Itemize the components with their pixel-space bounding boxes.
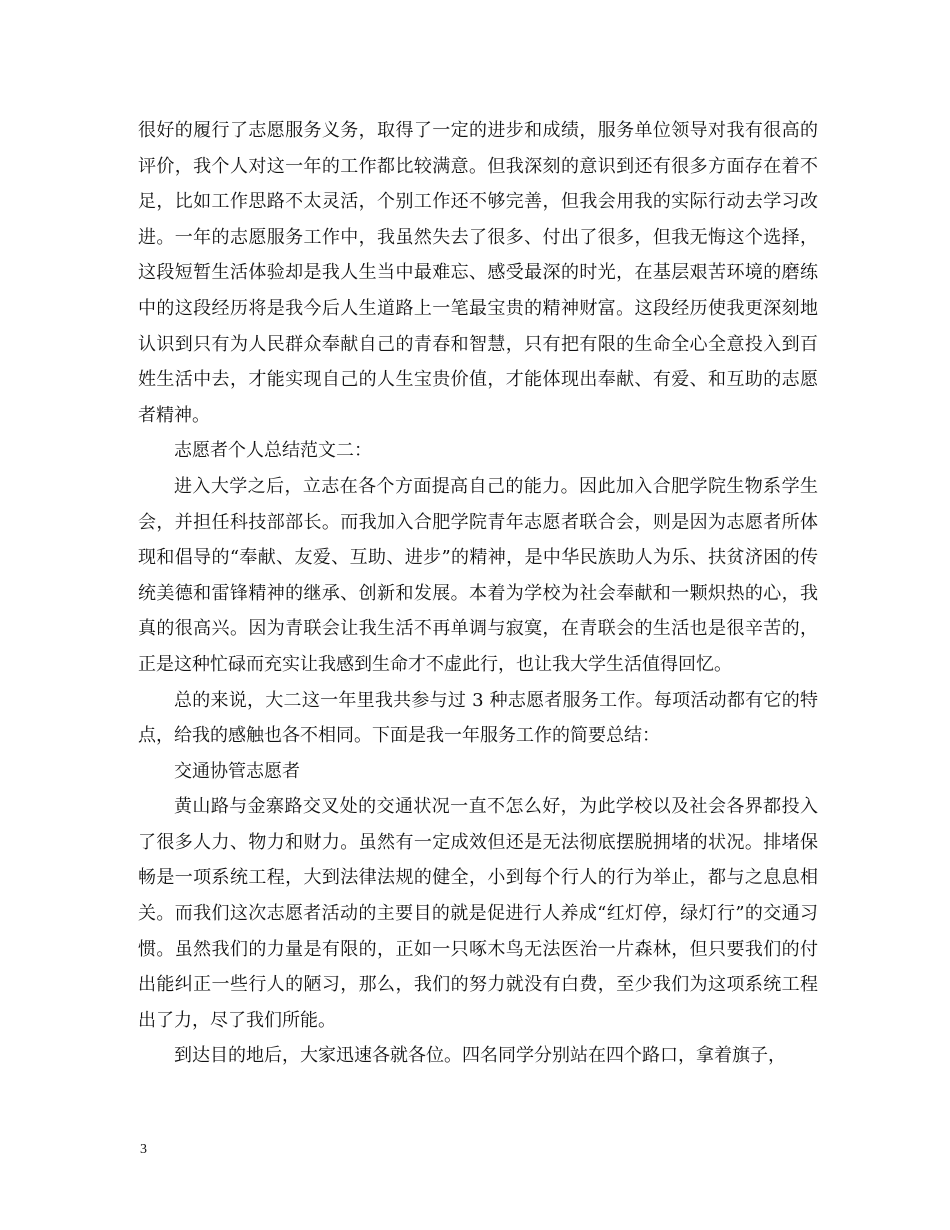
paragraph-continuation: 很好的履行了志愿服务义务，取得了一定的进步和成绩，服务单位领导对我有很高的评价，我个人对这一年的工作都比较满意。但我深刻的意识到还有很多方面存在着不足，比如工作思路不太灵活，个别工作还不够完善，但我会用我的实际行动去学习改进。一年的志愿服务工作中，我虽然失去了很多、付出了很多，但我无悔这个选择，这段短暂生活体验却是我人生当中最难忘、感受最深的时光，在基层艰苦环境的磨练中的这段经历将是我今后人生道路上一笔最宝贵的精神财富。这段经历使我更深刻地认识到只有为人民群众奉献自己的青春和智慧，只有把有限的生命全心全意投入到百姓生活中去，才能实现自己的人生宝贵价值，才能体现出奉献、有爱、和互助的志愿者精神。 <box>138 120 818 426</box>
paragraph-university: 进入大学之后，立志在各个方面提高自己的能力。因此加入合肥学院生物系学生会，并担任科技部部长。而我加入合肥学院青年志愿者联合会，则是因为志愿者所体现和倡导的“奉献、友爱、互助、进步”的精神，是中华民族助人为乐、扶贫济困的传统美德和雷锋精神的继承、创新和发展。本着为学校为社会奉献和一颗炽热的心，我真的很高兴。因为青联会让我生活不再单调与寂寞，在青联会的生活也是很辛苦的，正是这种忙碌而充实让我感到生命才不虚此行，也让我大学生活值得回忆。 <box>138 475 818 675</box>
section-heading-example-two: 志愿者个人总结范文二： <box>174 440 372 462</box>
page-number: 3 <box>140 1142 147 1157</box>
paragraph-summary: 总的来说，大二这一年里我共参与过 3 种志愿者服务工作。每项活动都有它的特点，给我的感触也各不相同。下面是我一年服务工作的简要总结： <box>138 689 818 747</box>
paragraph-traffic: 黄山路与金寨路交叉处的交通状况一直不怎么好，为此学校以及社会各界都投入了很多人力、物力和财力。虽然有一定成效但还是无法彻底摆脱拥堵的状况。排堵保畅是一项系统工程，大到法律法规的健全，小到每个行人的行为举止，都与之息息相关。而我们这次志愿者活动的主要目的就是促进行人养成“红灯停，绿灯行”的交通习惯。虽然我们的力量是有限的，正如一只啄木鸟无法医治一片森林，但只要我们的付出能纠正一些行人的陋习，那么，我们的努力就没有白费，至少我们为这项系统工程出了力，尽了我们所能。 <box>138 796 818 1031</box>
paragraph-arrival: 到达目的地后，大家迅速各就各位。四名同学分别站在四个路口，拿着旗子， <box>174 1045 786 1067</box>
document-body <box>138 113 818 1074</box>
subheading-traffic-volunteer: 交通协管志愿者 <box>174 760 300 782</box>
